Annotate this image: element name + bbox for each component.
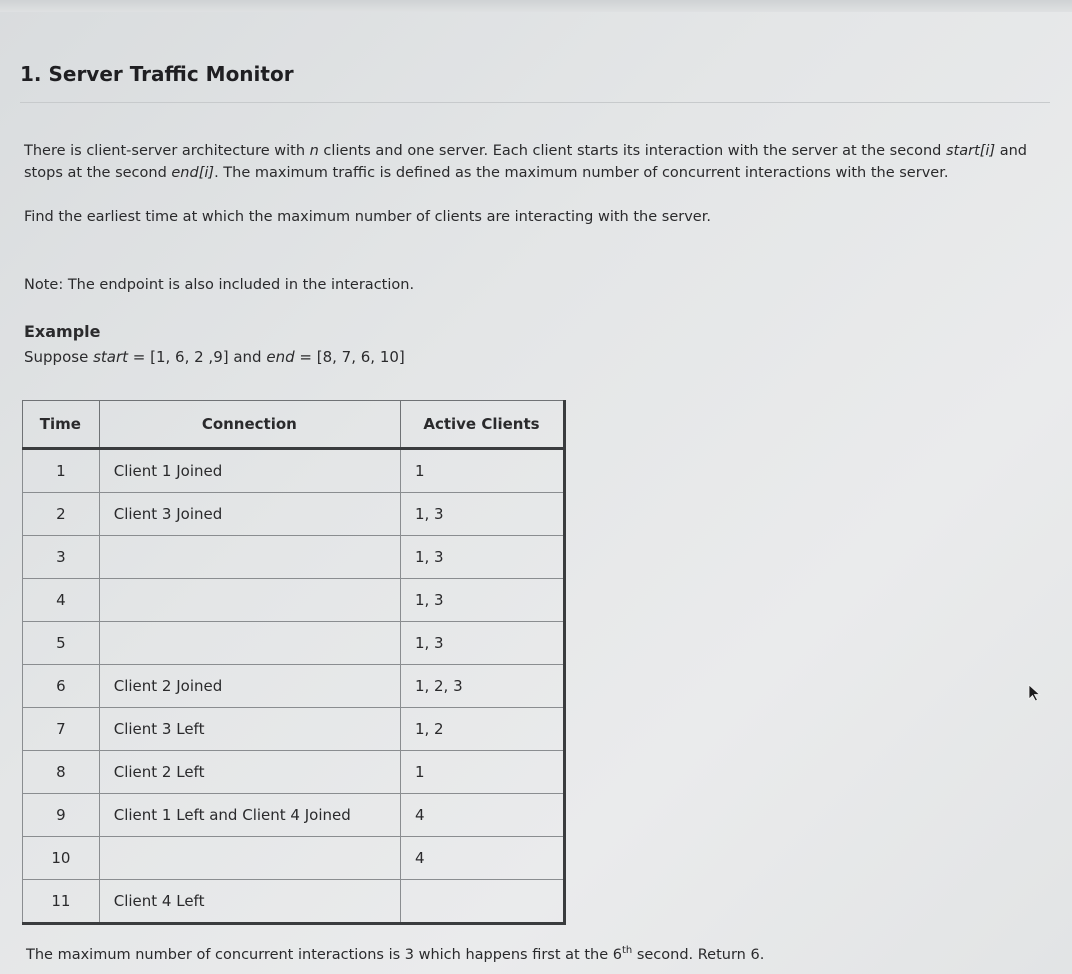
cell-connection — [99, 837, 400, 880]
cell-time: 2 — [23, 493, 100, 536]
cell-connection — [99, 622, 400, 665]
header-connection: Connection — [99, 401, 400, 449]
cell-connection: Client 1 Joined — [99, 449, 400, 493]
cell-connection — [99, 536, 400, 579]
cell-time: 11 — [23, 880, 100, 924]
problem-note: Note: The endpoint is also included in the interaction. — [24, 277, 415, 293]
table-row — [23, 751, 565, 794]
table-row — [23, 665, 565, 708]
cell-active — [400, 880, 564, 924]
cell-active: 4 — [400, 837, 564, 880]
screen-top-strip — [0, 0, 1072, 12]
table-row — [23, 880, 565, 924]
cell-time: 6 — [23, 665, 100, 708]
cell-time: 4 — [23, 579, 100, 622]
mouse-pointer-icon — [1028, 684, 1042, 702]
cell-active: 1, 3 — [400, 579, 564, 622]
cell-connection: Client 3 Joined — [99, 493, 400, 536]
cell-active: 1, 3 — [400, 622, 564, 665]
example-conclusion: The maximum number of concurrent interactions is 3 which happens first at the 6th second. Return 6. — [26, 945, 765, 963]
cell-connection: Client 2 Joined — [99, 665, 400, 708]
table-row — [23, 622, 565, 665]
title-divider — [20, 102, 1050, 103]
example-heading: Example — [24, 322, 101, 341]
cell-connection: Client 3 Left — [99, 708, 400, 751]
cell-connection — [99, 579, 400, 622]
problem-task: Find the earliest time at which the maximum number of clients are interacting with the server. — [24, 209, 711, 225]
cell-time: 10 — [23, 837, 100, 880]
table-header-row — [23, 401, 565, 449]
table-row — [23, 794, 565, 837]
table-row — [23, 493, 565, 536]
cell-time: 8 — [23, 751, 100, 794]
cell-active: 1 — [400, 751, 564, 794]
cell-connection: Client 4 Left — [99, 880, 400, 924]
cell-active: 1, 3 — [400, 536, 564, 579]
problem-title: 1. Server Traffic Monitor — [20, 62, 294, 86]
cell-active: 4 — [400, 794, 564, 837]
table-row — [23, 536, 565, 579]
table-row — [23, 708, 565, 751]
cell-active: 1, 3 — [400, 493, 564, 536]
table-row — [23, 837, 565, 880]
problem-description: There is client-server architecture with n clients and one server. Each client starts its interaction with the server at the second start[i] and stops at the second end[i]. The maximum traffic is defined as the maximum number of concurrent interactions with the server. — [24, 143, 1027, 181]
cell-connection: Client 1 Left and Client 4 Joined — [99, 794, 400, 837]
cell-active: 1, 2, 3 — [400, 665, 564, 708]
table-row — [23, 449, 565, 493]
cell-time: 5 — [23, 622, 100, 665]
cell-connection: Client 2 Left — [99, 751, 400, 794]
header-time: Time — [23, 401, 100, 449]
cell-time: 7 — [23, 708, 100, 751]
cell-time: 1 — [23, 449, 100, 493]
example-input: Suppose start = [1, 6, 2 ,9] and end = [8, 7, 6, 10] — [24, 348, 405, 366]
header-active-clients: Active Clients — [400, 401, 564, 449]
cell-active: 1, 2 — [400, 708, 564, 751]
example-trace-table — [22, 400, 566, 925]
cell-time: 3 — [23, 536, 100, 579]
cell-active: 1 — [400, 449, 564, 493]
table-row — [23, 579, 565, 622]
cell-time: 9 — [23, 794, 100, 837]
